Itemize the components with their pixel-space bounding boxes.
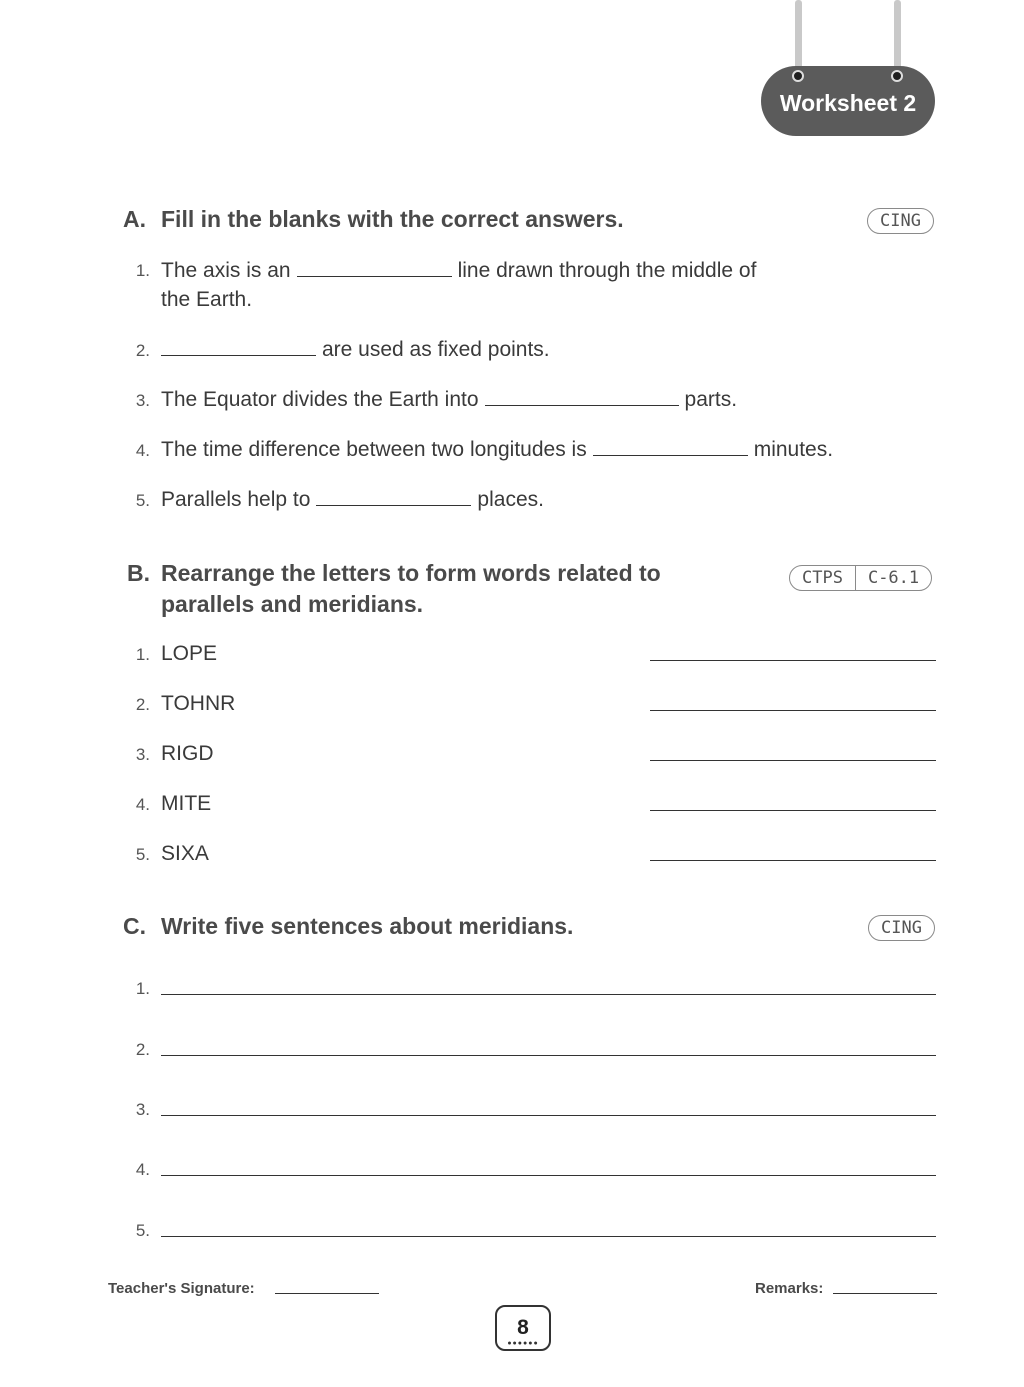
worksheet-tag <box>761 66 935 136</box>
section-c-letter: C. <box>123 913 146 939</box>
page-number: 8 <box>517 1316 529 1339</box>
c-item-1-answer-line[interactable] <box>161 994 936 995</box>
a-item-1-before: The axis is an <box>161 259 291 282</box>
a-item-3-blank[interactable] <box>485 385 679 406</box>
section-a-badge-label: CING <box>880 211 921 231</box>
b-item-1-number: 1. <box>135 645 150 664</box>
teacher-signature-line[interactable] <box>275 1293 379 1294</box>
section-a-badge <box>867 208 934 234</box>
c-item-3-number: 3. <box>135 1100 150 1119</box>
a-item-5-before: Parallels help to <box>161 488 311 511</box>
b-item-4-word: MITE <box>161 792 212 815</box>
b-item-2-word: TOHNR <box>161 692 236 715</box>
c-item-4-answer-line[interactable] <box>161 1175 936 1176</box>
a-item-3-text <box>161 385 737 414</box>
a-item-5-blank[interactable] <box>316 485 471 506</box>
teacher-signature-label: Teacher's Signature: <box>108 1280 255 1297</box>
section-c-title: Write five sentences about meridians. <box>161 913 574 939</box>
section-a-title: Fill in the blanks with the correct answers. <box>161 206 624 232</box>
c-item-1-number: 1. <box>135 979 150 998</box>
c-item-5-number: 5. <box>135 1221 150 1240</box>
section-b-letter: B. <box>127 560 150 586</box>
a-item-2-after: are used as fixed points. <box>322 338 550 361</box>
a-item-4-number: 4. <box>135 441 150 460</box>
a-item-5-number: 5. <box>135 491 150 510</box>
a-item-3-after: parts. <box>684 388 738 411</box>
a-item-3-number: 3. <box>135 391 150 410</box>
a-item-2-number: 2. <box>135 341 150 360</box>
a-item-5-after: places. <box>477 488 544 511</box>
c-item-2-number: 2. <box>135 1040 150 1059</box>
a-item-3-before: The Equator divides the Earth into <box>161 388 479 411</box>
c-item-3-answer-line[interactable] <box>161 1115 936 1116</box>
section-c-badge-label: CING <box>881 918 922 938</box>
page-box-dots: ●●●●●● <box>507 1340 539 1347</box>
a-item-1-after: line drawn through the middle of <box>457 259 757 282</box>
a-item-4-after: minutes. <box>753 438 834 461</box>
b-item-5-number: 5. <box>135 845 150 864</box>
a-item-2-blank[interactable] <box>161 335 316 356</box>
b-item-5-answer-line[interactable] <box>650 860 936 861</box>
b-item-3-number: 3. <box>135 745 150 764</box>
a-item-4-text <box>161 435 833 464</box>
section-b-title-line1: Rearrange the letters to form words related to <box>161 560 661 586</box>
a-item-4-blank[interactable] <box>593 435 748 456</box>
a-item-5-text <box>161 485 544 514</box>
remarks-line[interactable] <box>833 1293 937 1294</box>
c-item-5-answer-line[interactable] <box>161 1236 936 1237</box>
a-item-4-before: The time difference between two longitudes is <box>161 438 587 461</box>
b-item-5-word: SIXA <box>161 842 209 865</box>
section-b-title-line2: parallels and meridians. <box>161 591 424 617</box>
b-item-3-word: RIGD <box>161 742 214 765</box>
tag-ring-right <box>891 70 903 82</box>
a-item-1-blank[interactable] <box>297 256 452 277</box>
tag-ring-left <box>792 70 804 82</box>
a-item-1-text <box>161 256 756 285</box>
page-number-box <box>495 1305 551 1351</box>
section-a-letter: A. <box>123 206 146 232</box>
remarks-label: Remarks: <box>755 1280 824 1297</box>
section-b-badge-ctps: CTPS <box>802 568 843 588</box>
c-item-2-answer-line[interactable] <box>161 1055 936 1056</box>
b-item-4-number: 4. <box>135 795 150 814</box>
b-item-2-number: 2. <box>135 695 150 714</box>
b-item-1-answer-line[interactable] <box>650 660 936 661</box>
a-item-1-number: 1. <box>135 261 150 280</box>
a-item-2-text <box>161 335 550 364</box>
a-item-1-continuation: the Earth. <box>161 288 253 311</box>
b-item-3-answer-line[interactable] <box>650 760 936 761</box>
c-item-4-number: 4. <box>135 1160 150 1179</box>
section-c-badge <box>868 915 935 941</box>
worksheet-tag-label: Worksheet 2 <box>779 89 917 116</box>
section-b-badges <box>789 565 932 591</box>
b-item-4-answer-line[interactable] <box>650 810 936 811</box>
b-item-1-word: LOPE <box>161 642 218 665</box>
section-b-badge-code: C-6.1 <box>867 568 920 588</box>
b-item-2-answer-line[interactable] <box>650 710 936 711</box>
